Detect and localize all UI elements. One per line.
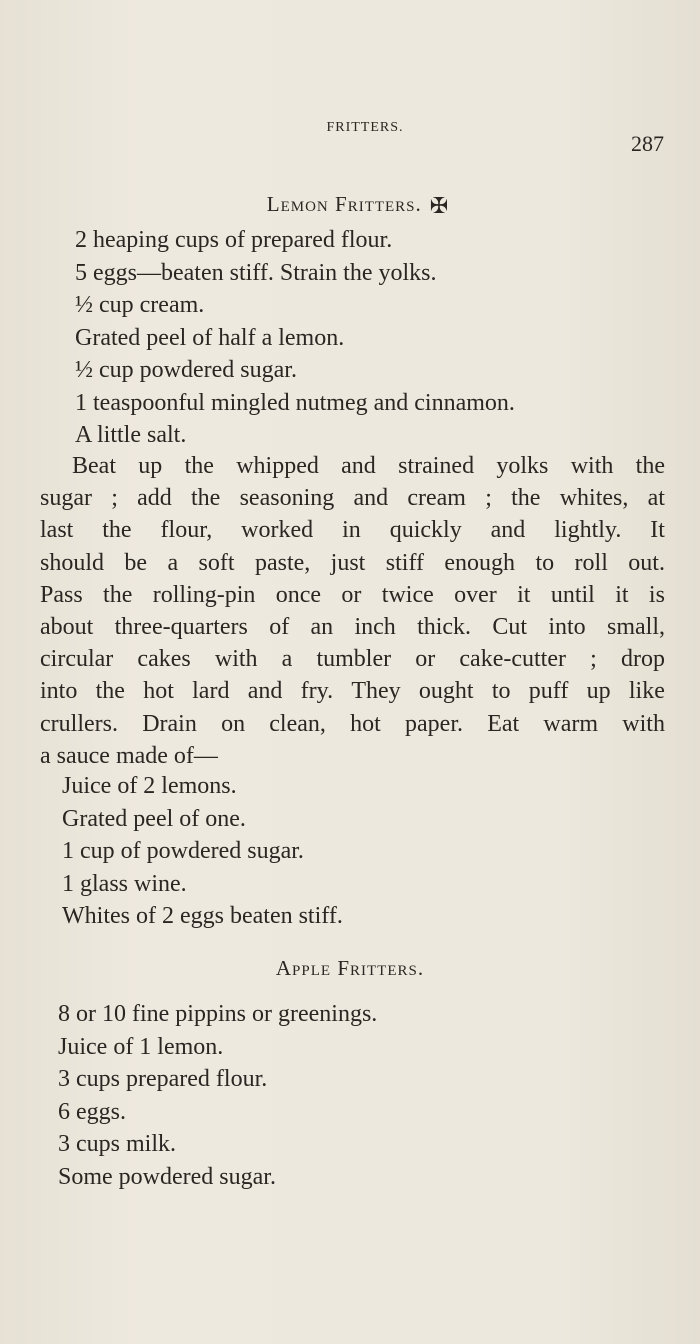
list-item: 2 heaping cups of prepared flour. bbox=[75, 227, 393, 253]
paragraph-line: Pass the rolling-pin once or twice over it until it is bbox=[40, 581, 665, 608]
list-item: 8 or 10 fine pippins or greenings. bbox=[58, 1001, 378, 1027]
cross-pattee-icon: ✠ bbox=[429, 193, 450, 218]
lemon-ingredients-list bbox=[75, 224, 515, 452]
list-item: ½ cup cream. bbox=[75, 292, 205, 318]
list-item: 5 eggs—beaten stiff. Strain the yolks. bbox=[75, 259, 437, 286]
lemon-fritters-title bbox=[8, 192, 700, 219]
list-item: A little salt. bbox=[75, 422, 187, 448]
lemon-fritters-heading: Lemon Fritters. bbox=[266, 192, 422, 216]
list-item: 1 glass wine. bbox=[62, 870, 187, 897]
sauce-list bbox=[62, 770, 343, 933]
paragraph-line: a sauce made of— bbox=[40, 742, 218, 769]
list-item: ½ cup powdered sugar. bbox=[75, 357, 297, 383]
paragraph-line: crullers. Drain on clean, hot paper. Eat warm with bbox=[40, 710, 665, 737]
paragraph-line: last the flour, worked in quickly and lightly. It bbox=[40, 517, 665, 544]
list-item: 1 cup of powdered sugar. bbox=[62, 838, 304, 864]
list-item: 1 teaspoonful mingled nutmeg and cinnamon. bbox=[75, 389, 515, 416]
apple-fritters-heading: Apple Fritters. bbox=[275, 956, 425, 980]
list-item: Grated peel of one. bbox=[62, 805, 246, 832]
paragraph-line: should be a soft paste, just stiff enough to roll out. bbox=[40, 549, 665, 576]
list-item: 6 eggs. bbox=[58, 1098, 126, 1125]
list-item: 3 cups prepared flour. bbox=[58, 1066, 268, 1092]
list-item: Juice of 1 lemon. bbox=[58, 1033, 224, 1060]
paragraph-line: sugar ; add the seasoning and cream ; the whites, at bbox=[40, 485, 665, 512]
running-title: FRITTERS. bbox=[326, 120, 404, 135]
paragraph-line: Beat up the whipped and strained yolks with the bbox=[72, 453, 665, 479]
list-item: Whites of 2 eggs beaten stiff. bbox=[62, 903, 343, 929]
paragraph-line: circular cakes with a tumbler or cake-cutter ; drop bbox=[40, 646, 665, 673]
paragraph-line: into the hot lard and fry. They ought to puff up like bbox=[40, 678, 665, 705]
list-item: Juice of 2 lemons. bbox=[62, 773, 237, 799]
paragraph-line: about three-quarters of an inch thick. Cut into small, bbox=[40, 614, 665, 641]
list-item: Some powdered sugar. bbox=[58, 1163, 276, 1190]
lemon-directions-paragraph bbox=[40, 450, 665, 772]
apple-ingredients-list bbox=[58, 998, 377, 1193]
list-item: 3 cups milk. bbox=[58, 1131, 176, 1157]
list-item: Grated peel of half a lemon. bbox=[75, 324, 345, 351]
page-number: 287 bbox=[631, 131, 664, 156]
